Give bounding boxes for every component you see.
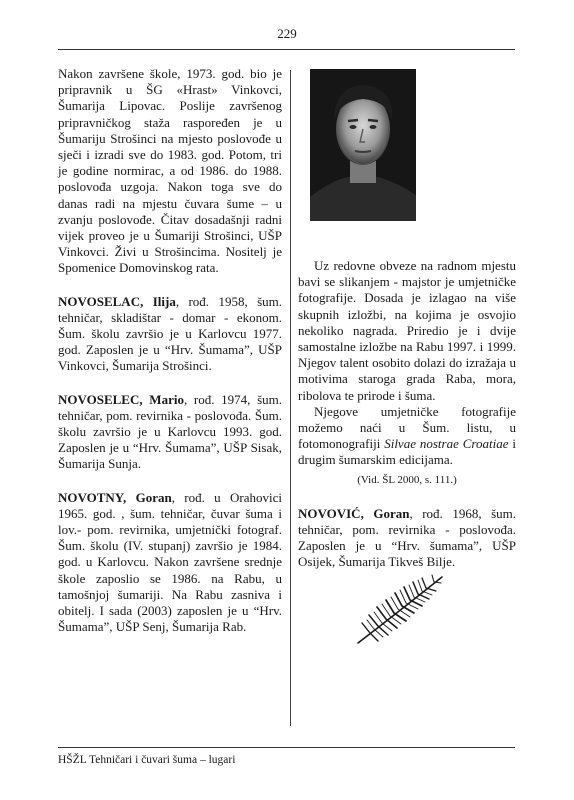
entry-novoselec-mario [58, 392, 282, 473]
entry-name: NOVOSELAC, Ilija [58, 293, 176, 309]
left-column [58, 66, 282, 653]
portrait-photo [310, 69, 416, 221]
entry-text: , rođ. 1958, šum. tehničar, skladištar - domar - ekonom. Šum. školu završio je u Karlovcu 1977. god. Zaposlen je u “Hrv. Šumama”, UŠP Vinkovci, Šumarija Strošinci. [58, 293, 283, 374]
fern-branch-graphic [352, 571, 448, 647]
paragraph-text: Njegove umjetničke fotografije možemo naći u Šum. listu, u fotomonografiji [298, 403, 516, 452]
entry-name: NOVOVIĆ, Goran [298, 505, 410, 521]
biography-paragraph: Uz redovne obveze na radnom mjestu bavi se slikanjem - majstor je umjetničke fotografije. Dosada je izlagao na više skupnih izložbi, na kojima je osvojio nekoliko nagrada. Priredio je i dvije samostalne izložbe na Rabu 1997. i 1999. Njegov talent osobito dolazi do izražaja u motivima staroga grada Raba, mora, ribolova te prirode i šuma. [298, 258, 516, 403]
footer-text: HŠŽL Tehničari i čuvari šuma – lugari [58, 754, 236, 766]
publication-title: Silvae nostrae Croatiae [384, 436, 509, 452]
header-rule [58, 49, 515, 50]
paragraph-text: i drugim šumarskim edicijama. [298, 436, 516, 468]
reference-citation: (Vid. ŠL 2000, s. 111.) [357, 473, 457, 486]
footer-rule [58, 747, 515, 748]
photography-paragraph [298, 404, 516, 469]
entry-name: NOVOTNY, Goran [58, 489, 172, 505]
entry-novoselac-ilija [58, 294, 282, 375]
entry-novovic-goran [298, 506, 516, 571]
page-number: 229 [277, 26, 297, 41]
portrait-graphic [310, 69, 416, 221]
entry-text: , rođ. 1968, šum. tehničar, pom. revirnika - poslovođa. Zaposlen je u “Hrv. šumama”, UŠP Osijek, Šumarija Tikveš Bilje. [298, 505, 516, 570]
entry-text: , rođ. u Orahovici 1965. god. , šum. tehničar, čuvar šuma i lov.- pom. revirnika, umjetnički fotograf. Šum. školu (IV. stupanj) završio je 1984. god. u Karlovcu. Nakon završene srednje škole zaposlio se 1986. na Rabu, u tamošnjoj šumariji. Na Rabu zasniva i obitelj. I sada (2003) zaposlen je u “Hrv. Šumama”, UŠP Senj, Šumarija Rab. [58, 489, 282, 635]
entry-name: NOVOSELEC, Mario [58, 391, 184, 407]
fern-branch-icon [352, 571, 448, 647]
column-divider [290, 70, 291, 726]
entry-text: , rođ. 1974, šum. tehničar, pom. revirnika - poslovođa. Šum. školu završio je u Karlovcu 1993. god. Zaposlen je u “Hrv. Šumama”, UŠP Sisak, Šumarija Sunja. [58, 391, 282, 472]
intro-paragraph: Nakon završene škole, 1973. god. bio je pripravnik u ŠG «Hrast» Vinkovci, Šumarija Lipovac. Poslije završenog pripravničkog staža raspoređen je u Šumariju Strošinci na mjesto poslovođe u sječi i izradi sve do 1983. god. Potom, tri je godine normirac, a od 1986. do 1988. poslovođa uzgoja. Nakon toga sve do danas radi na mjestu čuvara šume – u zvanju poslovođe. Čitav dosadašnji radni vijek proveo je u Šumariji Strošinci, UŠP Vinkovci. Živi u Strošincima. Nositelj je Spomenice Domovinskog rata. [58, 66, 282, 276]
entry-novotny-goran [58, 490, 282, 636]
right-column [298, 258, 516, 588]
